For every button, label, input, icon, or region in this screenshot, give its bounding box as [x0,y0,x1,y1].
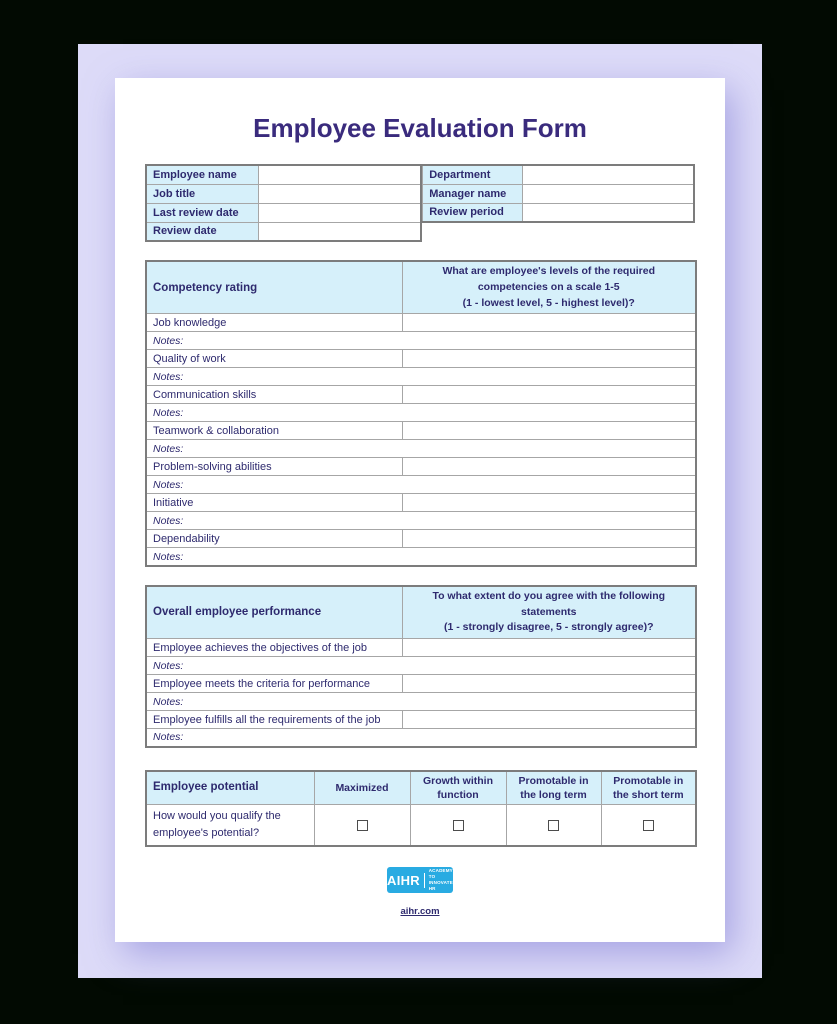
label-manager-name: Manager name [423,184,523,203]
competency-problem-solving: Problem-solving abilities [146,458,402,476]
performance-fulfills-requirements: Employee fulfills all the requirements of the job [146,711,402,729]
label-department: Department [423,165,523,184]
rating-fulfills-requirements[interactable] [402,711,696,729]
rating-problem-solving[interactable] [402,458,696,476]
checkbox-growth-within-function[interactable] [453,820,464,831]
potential-col-growth-within-function: Growth within function [410,771,506,805]
performance-scale-line2: statements [521,605,577,618]
rating-dependability[interactable] [402,530,696,548]
value-review-period[interactable] [522,203,694,222]
notes-row[interactable]: Notes: [146,693,696,711]
potential-cell-growth-within-function[interactable] [410,805,506,847]
performance-meets-criteria: Employee meets the criteria for performance [146,675,402,693]
competency-dependability: Dependability [146,530,402,548]
value-job-title[interactable] [259,184,422,203]
aihr-tagline-line2: INNOVATE HR [428,880,453,892]
potential-col-maximized: Maximized [314,771,410,805]
label-employee-name: Employee name [146,165,259,184]
notes-row[interactable]: Notes: [146,729,696,747]
notes-row[interactable]: Notes: [146,476,696,494]
checkbox-promotable-short-term[interactable] [643,820,654,831]
rating-teamwork-collaboration[interactable] [402,422,696,440]
lavender-backdrop [78,44,762,978]
potential-section-title: Employee potential [146,771,314,805]
performance-achieves-objectives: Employee achieves the objectives of the job [146,639,402,657]
value-department[interactable] [522,165,694,184]
form-page [115,78,725,942]
aihr-logo-tagline [429,868,453,892]
potential-cell-maximized[interactable] [314,805,410,847]
competency-scale-line3: (1 - lowest level, 5 - highest level)? [462,296,635,309]
employee-potential-table [145,770,697,848]
performance-section-title: Overall employee performance [146,586,402,639]
rating-meets-criteria[interactable] [402,675,696,693]
notes-row[interactable]: Notes: [146,512,696,530]
competency-job-knowledge: Job knowledge [146,314,402,332]
competency-scale-line2: competencies on a scale 1-5 [477,280,620,293]
potential-question: How would you qualify the employee's potential? [146,805,314,847]
performance-scale-line1: To what extent do you agree with the following [432,589,666,602]
label-last-review-date: Last review date [146,203,259,222]
rating-communication-skills[interactable] [402,386,696,404]
competency-teamwork-collaboration: Teamwork & collaboration [146,422,402,440]
label-review-date: Review date [146,222,259,241]
competency-quality-of-work: Quality of work [146,350,402,368]
overall-performance-table [145,585,697,748]
competency-rating-table [145,260,697,567]
aihr-com-link[interactable]: aihr.com [400,906,440,918]
performance-scale-question [402,586,696,639]
notes-row[interactable]: Notes: [146,440,696,458]
rating-initiative[interactable] [402,494,696,512]
checkbox-maximized[interactable] [357,820,368,831]
notes-row[interactable]: Notes: [146,368,696,386]
employee-info-left [145,164,422,242]
value-employee-name[interactable] [259,165,422,184]
value-manager-name[interactable] [522,184,694,203]
notes-row[interactable]: Notes: [146,404,696,422]
potential-col-promotable-short-term: Promotable in the short term [601,771,696,805]
logo-divider [424,873,425,888]
potential-cell-promotable-short-term[interactable] [601,805,696,847]
potential-cell-promotable-long-term[interactable] [506,805,601,847]
employee-info-table [145,164,695,242]
performance-scale-line3: (1 - strongly disagree, 5 - strongly agree)? [444,621,654,634]
footer [145,901,695,919]
notes-row[interactable]: Notes: [146,657,696,675]
competency-scale-question [402,261,696,314]
competency-scale-line1: What are employee's levels of the required [442,265,656,277]
checkbox-promotable-long-term[interactable] [548,820,559,831]
value-review-date[interactable] [259,222,422,241]
aihr-logo-wordmark: AIHR [387,872,420,888]
competency-initiative: Initiative [146,494,402,512]
competency-section-title: Competency rating [146,261,402,314]
employee-info-right [422,164,695,223]
rating-achieves-objectives[interactable] [402,639,696,657]
potential-col-promotable-long-term: Promotable in the long term [506,771,601,805]
notes-row[interactable]: Notes: [146,548,696,566]
rating-quality-of-work[interactable] [402,350,696,368]
competency-communication-skills: Communication skills [146,386,402,404]
page-title: Employee Evaluation Form [253,113,587,143]
aihr-tagline-line1: ACADEMY TO [428,867,453,880]
label-review-period: Review period [423,203,523,222]
notes-row[interactable]: Notes: [146,332,696,350]
aihr-logo [387,867,453,893]
rating-job-knowledge[interactable] [402,314,696,332]
label-job-title: Job title [146,184,259,203]
value-last-review-date[interactable] [259,203,422,222]
